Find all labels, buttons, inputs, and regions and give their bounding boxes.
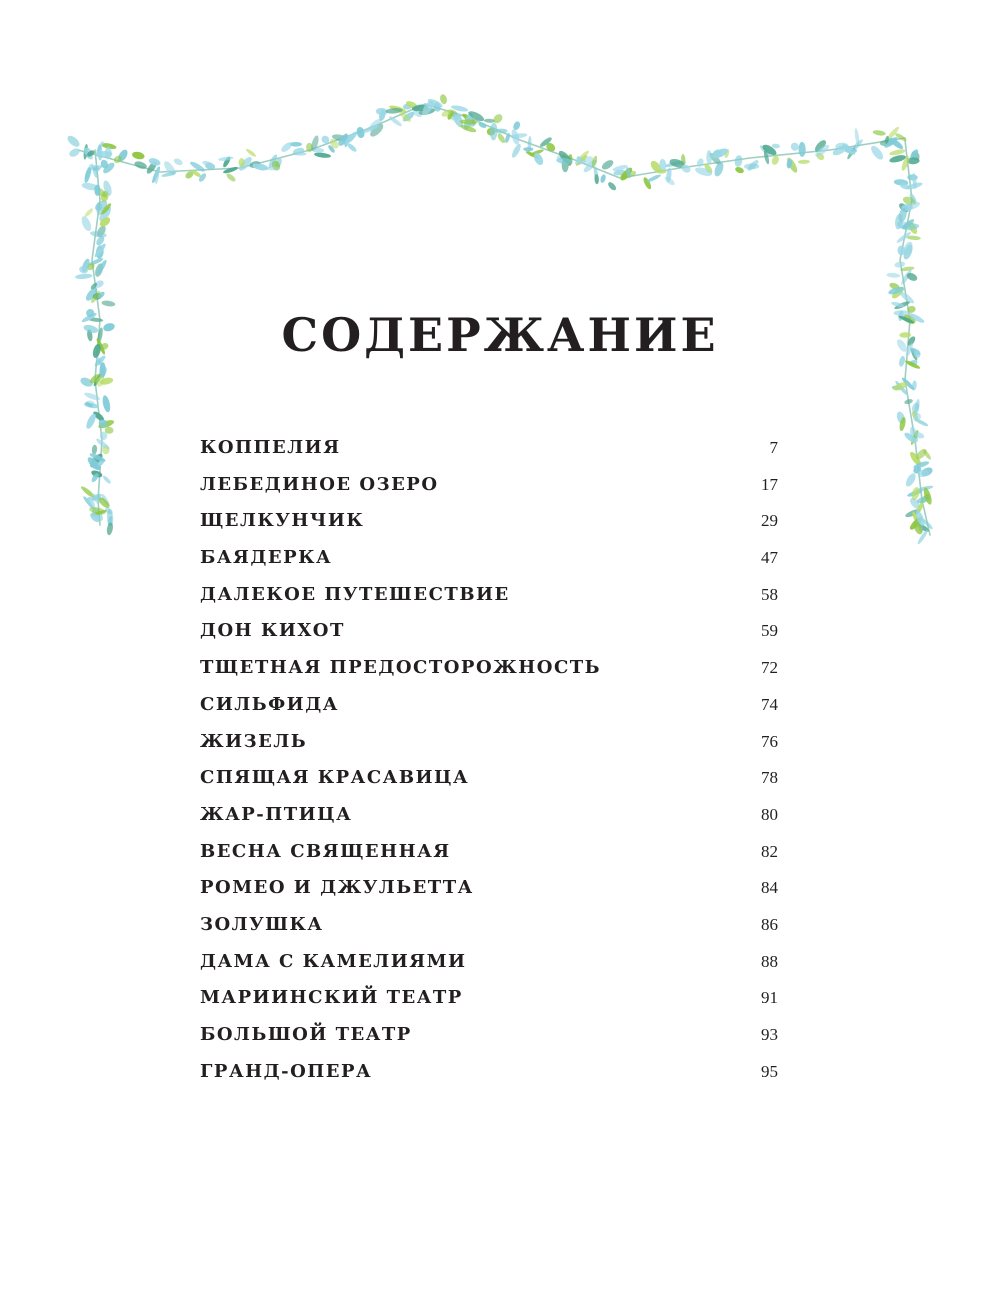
toc-entry-page: 86 — [761, 914, 778, 934]
toc-entry[interactable] — [200, 694, 778, 731]
toc-entry-title: ГРАНД-ОПЕРА — [200, 1060, 373, 1082]
toc-entry-page: 95 — [761, 1061, 778, 1081]
toc-entry-title: ЖИЗЕЛЬ — [200, 730, 308, 752]
toc-entry-title: ЖАР-ПТИЦА — [200, 803, 353, 825]
toc-entry-title: КОППЕЛИЯ — [200, 437, 341, 458]
table-of-contents — [200, 437, 778, 1097]
page-title: СОДЕРЖАНИЕ — [281, 308, 719, 362]
toc-entry-page: 93 — [761, 1025, 778, 1044]
toc-entry[interactable] — [200, 951, 778, 988]
toc-entry[interactable] — [200, 841, 778, 878]
toc-entry[interactable] — [200, 620, 778, 657]
toc-entry[interactable] — [200, 731, 778, 768]
toc-entry-title: ЩЕЛКУНЧИК — [200, 510, 365, 532]
toc-entry[interactable] — [200, 510, 778, 547]
toc-entry-page: 78 — [761, 768, 778, 788]
toc-entry[interactable] — [200, 1024, 778, 1061]
toc-entry-title: ДОН КИХОТ — [200, 620, 345, 642]
toc-entry[interactable] — [200, 877, 778, 914]
toc-entry[interactable] — [200, 914, 778, 951]
toc-entry-title: ЛЕБЕДИНОЕ ОЗЕРО — [200, 473, 439, 495]
toc-entry-title: МАРИИНСКИЙ ТЕАТР — [200, 987, 463, 1009]
toc-entry-page: 29 — [761, 511, 778, 531]
toc-entry-page: 91 — [761, 988, 778, 1008]
toc-entry-title: СПЯЩАЯ КРАСАВИЦА — [200, 767, 470, 789]
toc-entry-page: 88 — [761, 951, 778, 971]
toc-entry-title: БОЛЬШОЙ ТЕАТР — [200, 1024, 412, 1045]
toc-entry-page: 17 — [761, 474, 778, 494]
toc-entry[interactable] — [200, 657, 778, 694]
toc-entry-page: 47 — [761, 548, 778, 568]
toc-entry[interactable] — [200, 767, 778, 804]
toc-entry[interactable] — [200, 1061, 778, 1098]
toc-entry-title: ТЩЕТНАЯ ПРЕДОСТОРОЖНОСТЬ — [200, 657, 602, 679]
toc-entry-page: 72 — [761, 658, 778, 678]
toc-entry-title: ЗОЛУШКА — [200, 913, 324, 935]
toc-entry-page: 7 — [769, 438, 778, 457]
toc-entry-page: 84 — [761, 878, 778, 898]
toc-entry[interactable] — [200, 804, 778, 841]
toc-entry-title: БАЯДЕРКА — [200, 547, 333, 569]
toc-entry[interactable] — [200, 437, 778, 474]
toc-entry-title: РОМЕО И ДЖУЛЬЕТТА — [200, 877, 474, 899]
toc-entry[interactable] — [200, 474, 778, 511]
toc-entry[interactable] — [200, 584, 778, 621]
toc-entry-page: 74 — [761, 694, 778, 714]
toc-entry[interactable] — [200, 547, 778, 584]
toc-entry-page: 59 — [761, 621, 778, 641]
toc-entry-title: СИЛЬФИДА — [200, 693, 339, 715]
toc-entry-title: ДАЛЕКОЕ ПУТЕШЕСТВИЕ — [200, 583, 510, 605]
toc-entry-page: 58 — [761, 584, 778, 604]
toc-entry-page: 82 — [761, 841, 778, 861]
toc-entry[interactable] — [200, 987, 778, 1024]
toc-entry-page: 76 — [761, 731, 778, 751]
toc-entry-title: ВЕСНА СВЯЩЕННАЯ — [200, 840, 451, 862]
toc-entry-page: 80 — [761, 804, 778, 824]
toc-entry-title: ДАМА С КАМЕЛИЯМИ — [200, 950, 467, 972]
